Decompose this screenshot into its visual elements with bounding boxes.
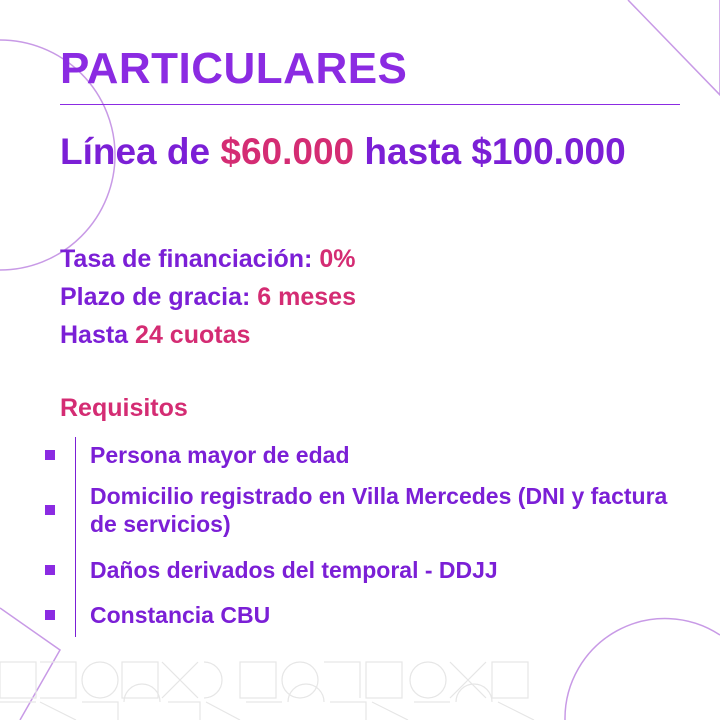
title-divider: [60, 104, 680, 105]
headline-middle: hasta: [354, 131, 472, 172]
amount-from: $60.000: [220, 131, 355, 172]
bottom-pattern-decoration: [0, 662, 534, 720]
bottom-right-arc-decoration: [565, 619, 720, 720]
requirement-text: Domicilio registrado en Villa Mercedes (DNI y factura de servicios): [90, 483, 668, 537]
credit-line-headline: [60, 130, 660, 173]
fact-value: 0%: [319, 245, 356, 273]
fact-label: Tasa de financiación:: [60, 245, 320, 273]
credit-facts: [60, 240, 356, 354]
requirement-text: Constancia CBU: [90, 602, 271, 628]
bottom-left-triangle-decoration: [0, 608, 60, 720]
fact-label: Plazo de gracia:: [60, 283, 258, 311]
page-title: PARTICULARES: [60, 44, 408, 93]
bullet-icon: [45, 565, 55, 575]
fact-value: 24 cuotas: [135, 321, 251, 349]
requirement-text: Persona mayor de edad: [90, 442, 350, 468]
fact-value: 6 meses: [257, 283, 356, 311]
requirement-text: Daños derivados del temporal - DDJJ: [90, 557, 498, 583]
bullet-icon: [45, 450, 55, 460]
fact-rate: [60, 240, 356, 278]
fact-installments: [60, 316, 356, 354]
bullet-icon: [45, 610, 55, 620]
fact-grace-period: [60, 278, 356, 316]
bullet-icon: [45, 505, 55, 515]
requirements-title: Requisitos: [60, 394, 188, 422]
fact-label: Hasta: [60, 321, 136, 349]
amount-to: $100.000: [471, 131, 626, 172]
top-right-triangle-decoration: [628, 0, 720, 95]
requirements-divider: [75, 437, 76, 637]
headline-prefix: Línea de: [60, 131, 221, 172]
